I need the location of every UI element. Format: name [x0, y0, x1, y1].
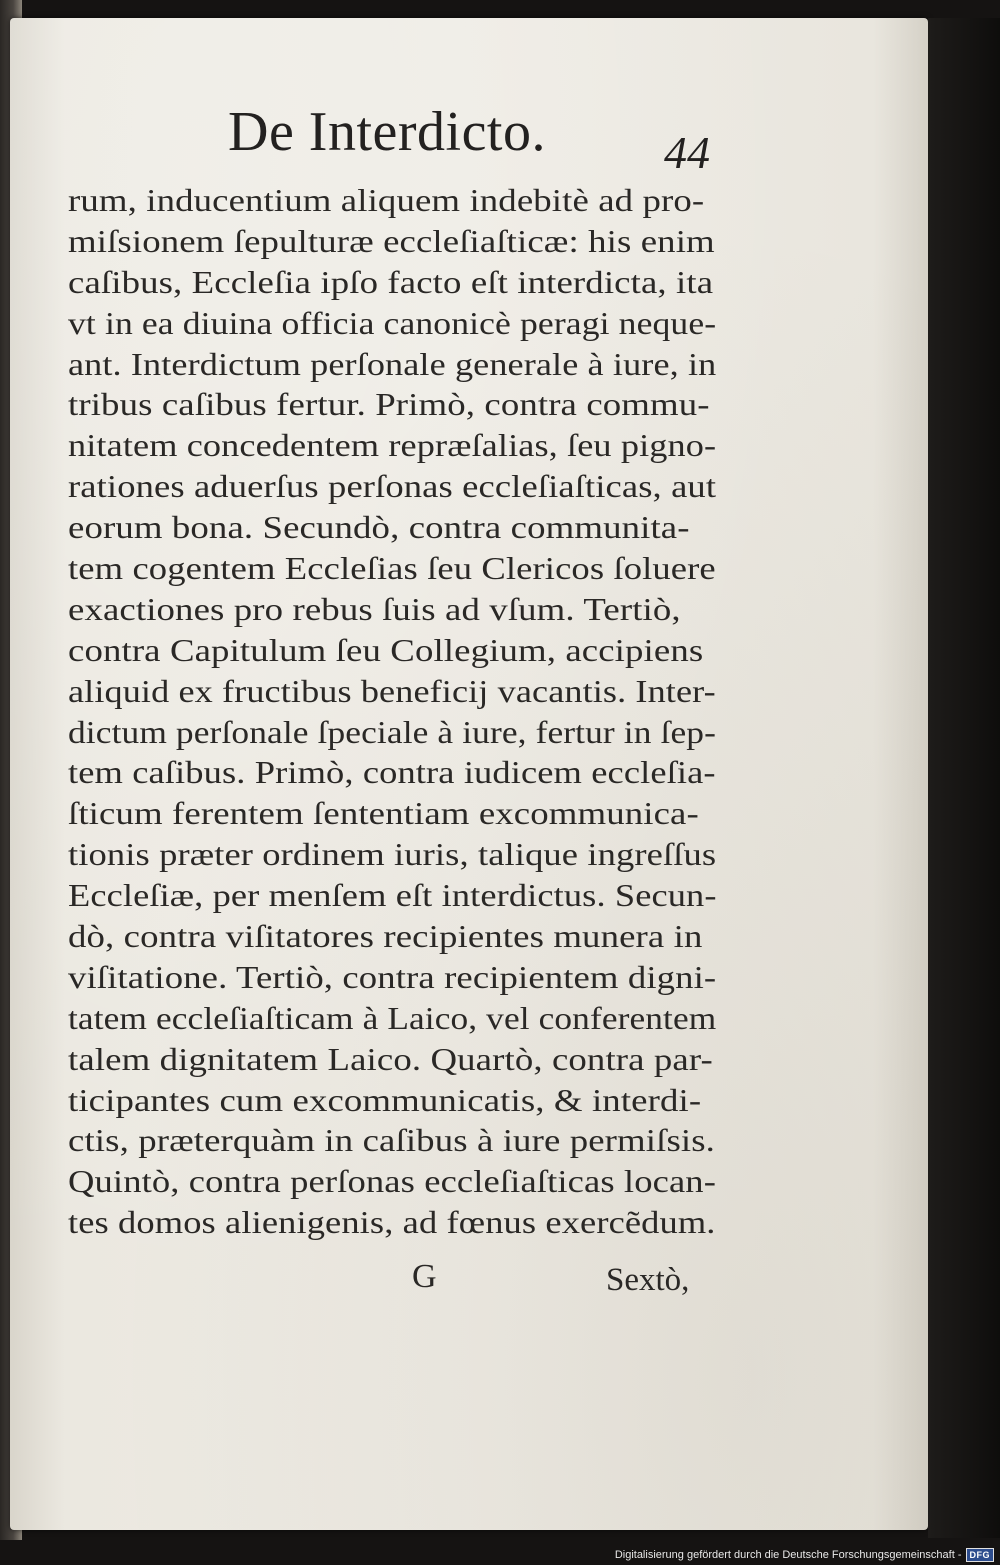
text-line: miſsionem ſepulturæ eccleſiaſticæ: his enim: [68, 222, 715, 259]
signature-mark: G: [412, 1258, 437, 1295]
page-number: 44: [664, 127, 710, 178]
text-line: rationes aduerſus perſonas eccleſiaſticas, aut: [68, 468, 717, 505]
catchword: Sextò,: [606, 1262, 690, 1298]
text-line: rum, inducentium aliquem indebitè ad pro-: [68, 182, 705, 218]
credit-text: Digitalisierung gefördert durch die Deutsche Forschungsgemeinschaft -: [614, 1549, 962, 1561]
dfg-logo-icon: DFG: [966, 1548, 995, 1562]
text-line: contra Capitulum ſeu Collegium, accipiens: [68, 631, 704, 668]
text-line: tem caſibus. Primò, contra iudicem eccleſia-: [68, 754, 716, 791]
text-line: tribus caſibus fertur. Primò, contra commu-: [68, 386, 710, 423]
text-line: viſitatione. Tertiò, contra recipientem digni-: [68, 958, 717, 995]
page-shadow: [928, 18, 1000, 1538]
text-line: dò, contra viſitatores recipientes munera in: [68, 918, 703, 955]
text-line: aliquid ex fructibus beneficij vacantis. Inter-: [68, 672, 716, 709]
text-line: tatem eccleſiaſticam à Laico, vel conferentem: [68, 999, 717, 1036]
text-line: caſibus, Eccleſia ipſo facto eſt interdicta, ita: [68, 263, 714, 300]
text-line: vt in ea diuina officia canonicè peragi neque-: [68, 304, 717, 341]
text-line: tem cogentem Eccleſias ſeu Clericos ſoluere: [68, 550, 716, 587]
text-line: tes domos alienigenis, ad fœnus exercẽdum.: [68, 1204, 716, 1241]
text-line: Eccleſiæ, per menſem eſt interdictus. Secun-: [68, 877, 717, 914]
text-line: dictum perſonale ſpeciale à iure, fertur in ſep-: [68, 713, 716, 750]
text-line: tionis præter ordinem iuris, talique ingreſſus: [68, 836, 717, 873]
text-line: nitatem concedentem repræſalias, ſeu pigno-: [68, 427, 717, 464]
text-line: ant. Interdictum perſonale generale à iure, in: [68, 345, 717, 382]
text-line: exactiones pro rebus ſuis ad vſum. Tertiò,: [68, 590, 681, 627]
text-line: eorum bona. Secundò, contra communita-: [68, 509, 690, 546]
running-head: De Interdicto.: [228, 101, 546, 163]
digitization-credit: [600, 1545, 1000, 1565]
text-line: talem dignitatem Laico. Quartò, contra par-: [68, 1040, 713, 1077]
text-line: ticipantes cum excommunicatis, & interdi-: [68, 1081, 702, 1118]
text-line: ſticum ferentem ſententiam excommunica-: [68, 795, 699, 832]
text-line: ctis, præterquàm in caſibus à iure permiſsis.: [68, 1122, 715, 1159]
text-line: Quintò, contra perſonas eccleſiaſticas locan-: [68, 1163, 716, 1200]
body-text: [68, 180, 718, 1243]
